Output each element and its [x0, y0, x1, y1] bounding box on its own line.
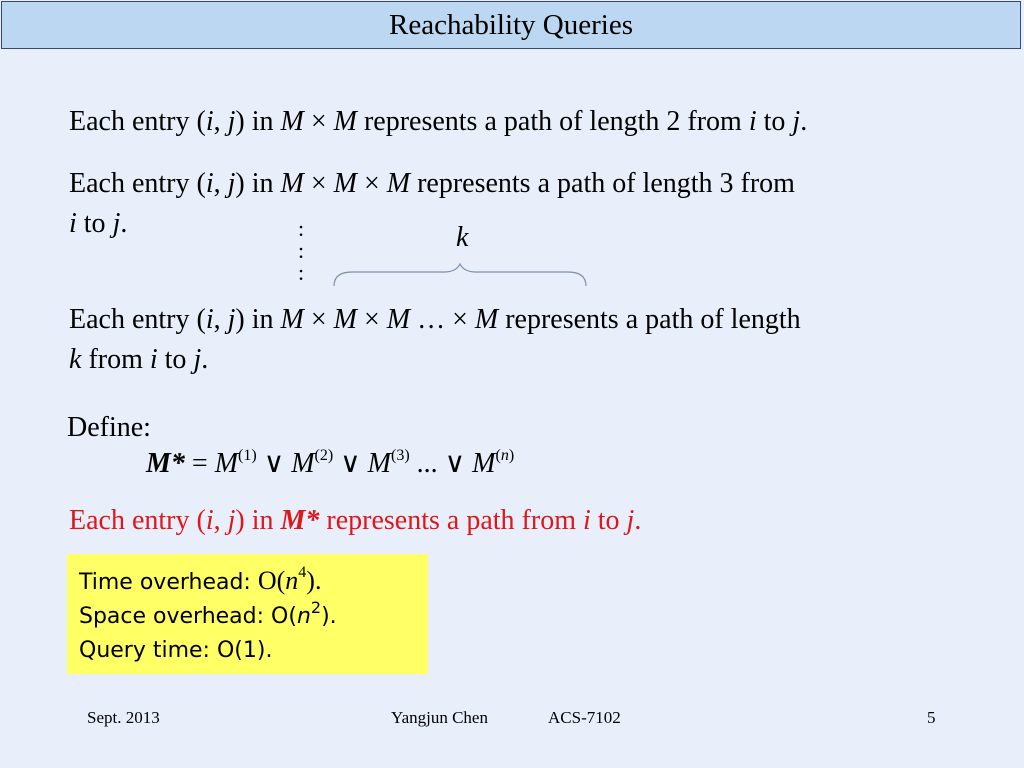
statement-length-3: Each entry (i, j) in M × M × M represents a path of length 3 from — [69, 168, 795, 199]
vertical-ellipsis: : : : — [298, 216, 305, 285]
slide-title: Reachability Queries — [1, 1, 1021, 49]
mstar-meaning: Each entry (i, j) in M* represents a path from i to j. — [69, 505, 642, 536]
query-time: Query time: O(1). — [79, 638, 273, 663]
space-overhead: Space overhead: $O(n^2)$. — [79, 597, 337, 629]
footer-date: Sept. 2013 — [87, 708, 160, 727]
complexity-box — [67, 554, 428, 674]
statement-length-k-cont: k from i to j. — [69, 344, 209, 375]
footer-course: ACS-7102 — [548, 708, 621, 727]
curly-brace-icon — [332, 262, 592, 288]
mstar-definition: $M* = M^{(1)}$ ∨ $M^{(2)}$ ∨ $M^{(3)}$ ... ∨ $M^{(n)}$ — [146, 446, 515, 479]
footer-author: Yangjun Chen — [391, 708, 488, 727]
statement-length-3-cont: i to j. — [69, 208, 128, 239]
statement-length-2: Each entry (i, j) in M × M represents a path of length 2 from i to j. — [69, 106, 808, 137]
page-number: 5 — [927, 708, 936, 727]
statement-length-k: Each entry (i, j) in M × M × M … × M represents a path of length — [69, 304, 801, 335]
brace-label-k: k — [456, 222, 469, 253]
define-label: Define: — [67, 412, 151, 443]
time-overhead: Time overhead: $O(n^4)$. — [79, 564, 322, 595]
